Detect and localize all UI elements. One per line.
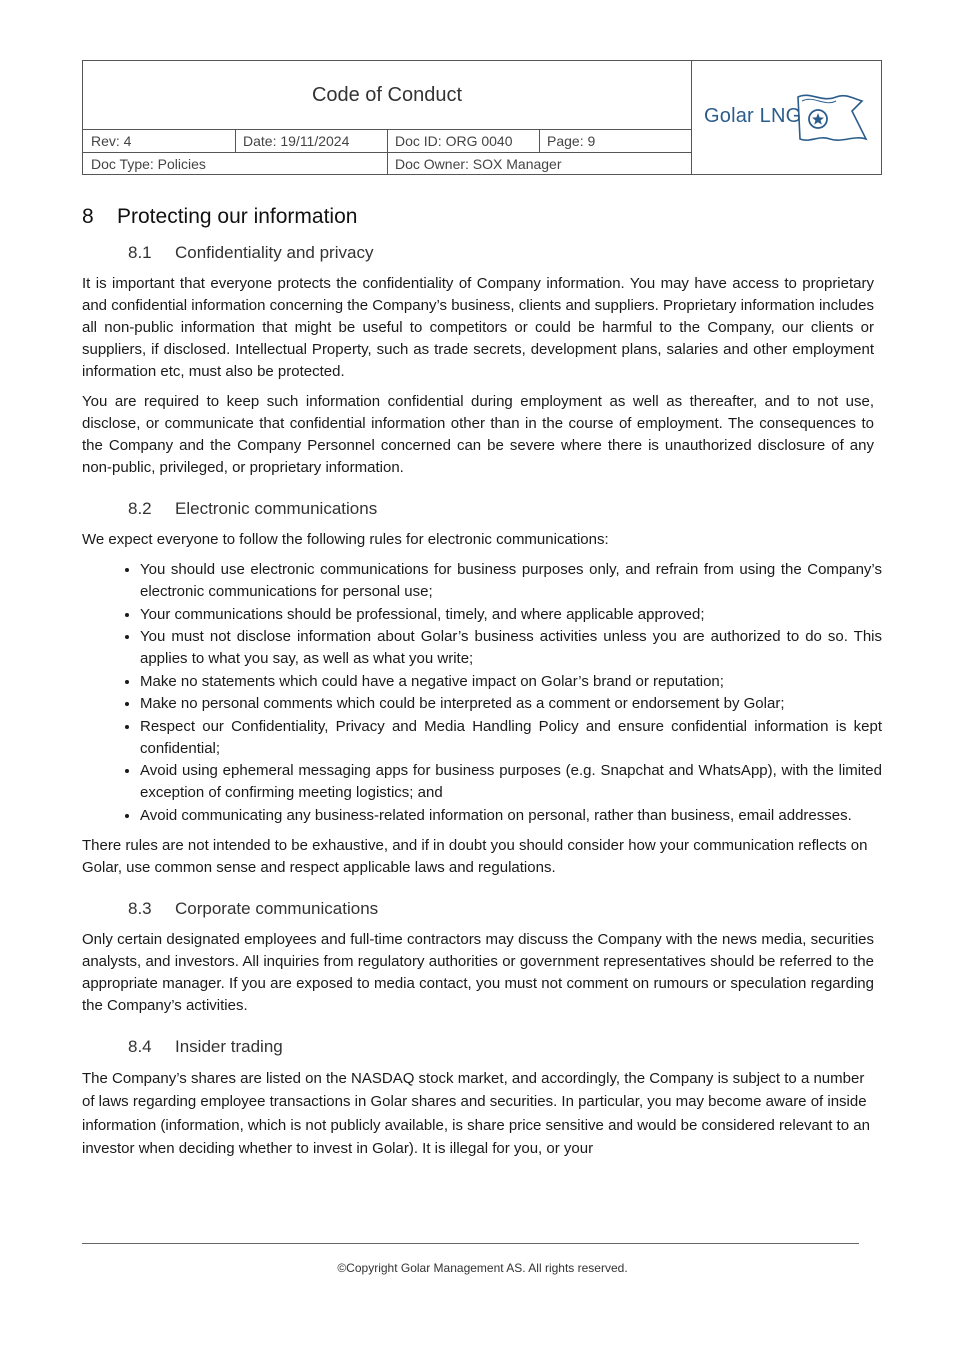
rules-list [82,559,882,827]
section-title: Protecting our information [117,205,358,228]
revision-cell: Rev: 4 [91,133,132,149]
subsection-number: 8.3 [128,898,152,918]
list-item: • You must not disclose information about Golar’s business activities unless you are authorized to do so. This applies to what you say, as well as what you write; [140,626,882,670]
subsection-number: 8.1 [128,243,152,262]
subsection-title: Insider trading [175,1036,283,1056]
list-item: • Avoid communicating any business-related information on personal, rather than business, email addresses. [140,805,882,827]
document-title: Code of Conduct [311,83,463,106]
golar-logo [692,61,881,174]
page-content [82,205,882,1169]
subsection-title: Confidentiality and privacy [175,243,374,262]
page-cell: Page: 9 [547,133,596,149]
flag-emblem-icon [792,89,872,145]
subsection-heading-8-4 [128,1037,874,1057]
paragraph: You are required to keep such information confidential during employment as well as thereafter, and to not use, disclose, or communicate that confidential information other than in the course of employment. The consequences to the Company and the Company Personnel concerned can be severe where there is unauthorized disclosure of any non-public, privileged, or proprietary information. [82,393,874,476]
doc-type-cell: Doc Type: Policies [91,156,206,172]
logo-text: Golar LNG [704,105,802,127]
section-number: 8 [82,205,94,228]
paragraph: There rules are not intended to be exhaustive, and if in doubt you should consider how your communication reflects on Golar, use common sense and respect applicable laws and regulations. [82,836,868,876]
paragraph: The Company’s shares are listed on the NASDAQ stock market, and accordingly, the Company is subject to a number of laws regarding employee transactions in Golar shares and securities. In particular, you may become aware of inside information (information, which is not publicly available, is share price sensitive and would be considered relevant to an investor when deciding whether to invest in Golar). It is illegal for you, or your [82,1069,870,1157]
doc-id-cell: Doc ID: ORG 0040 [395,133,513,149]
subsection-title: Electronic communications [175,499,378,518]
list-item: • Make no statements which could have a negative impact on Golar’s brand or reputation; [140,671,882,693]
footer-copyright: ©Copyright Golar Management AS. All rights reserved. [337,1261,628,1275]
paragraph: We expect everyone to follow the following rules for electronic communications: [82,531,609,548]
list-item: • You should use electronic communications for business purposes only, and refrain from using the Company’s electronic communications for personal use; [140,559,882,603]
list-item: • Make no personal comments which could be interpreted as a comment or endorsement by Golar; [140,693,882,715]
subsection-heading-8-1 [128,243,874,263]
list-item: • Respect our Confidentiality, Privacy and Media Handling Policy and ensure confidential information is kept confidential; [140,716,882,760]
doc-owner-cell: Doc Owner: SOX Manager [395,156,562,172]
list-item: • Your communications should be professional, timely, and where applicable approved; [140,604,882,626]
document-header [82,60,882,175]
paragraph: It is important that everyone protects the confidentiality of Company information. You may have access to proprietary and confidential information concerning the Company’s business, clients and suppliers. Proprietary information includes all non-public information that might be useful to competitors or could be harmful to the Company, our clients or suppliers, if disclosed. Intellectual Property, such as trade secrets, development plans, salaries and other employment information etc, must also be protected. [82,275,874,380]
subsection-heading-8-2 [128,499,874,519]
date-cell: Date: 19/11/2024 [243,133,350,149]
subsection-number: 8.4 [128,1036,152,1056]
subsection-number: 8.2 [128,499,152,518]
section-heading [82,205,874,229]
list-item: • Avoid using ephemeral messaging apps for business purposes (e.g. Snapchat and WhatsApp), with the limited exception of confirming meeting logistics; and [140,760,882,804]
subsection-heading-8-3 [128,899,874,919]
paragraph: Only certain designated employees and full-time contractors may discuss the Company with the news media, securities analysts, and investors. All inquiries from regulatory authorities or government representatives should be referred to the appropriate manager. If you are exposed to media contact, you must not comment on rumours or speculation regarding the Company’s activities. [82,930,874,1014]
subsection-title: Corporate communications [175,898,379,918]
footer-divider [82,1243,859,1244]
